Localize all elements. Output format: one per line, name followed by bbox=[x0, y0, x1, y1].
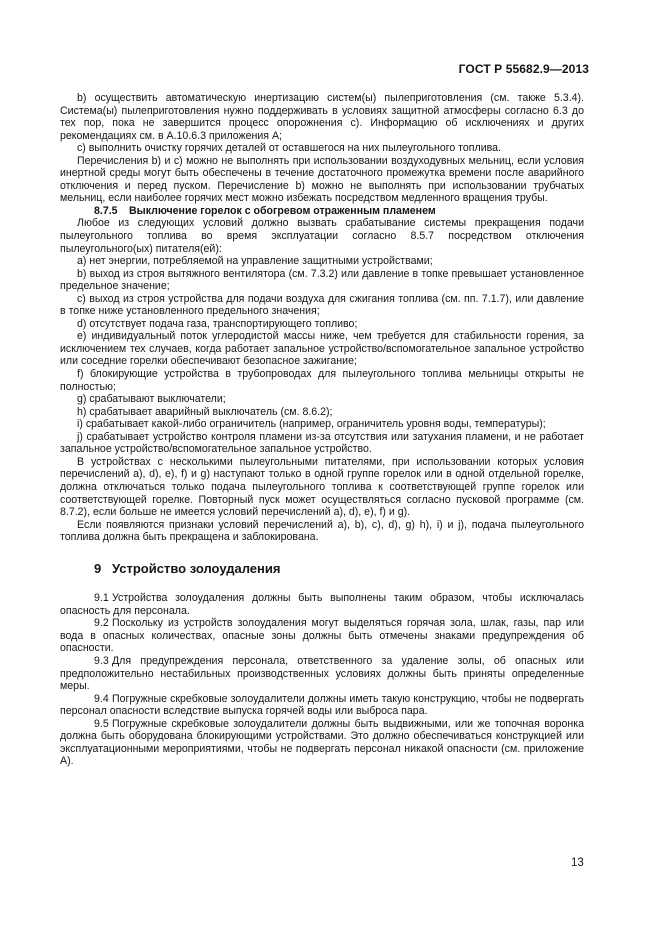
section-heading bbox=[60, 560, 584, 576]
clause-9-3 bbox=[60, 655, 584, 693]
document-header: ГОСТ Р 55682.9—2013 bbox=[458, 62, 589, 76]
list-item: b) выход из строя вытяжного вентилятора (см. 7.3.2) или давление в топке превышает установленное предельное значение; bbox=[60, 267, 584, 293]
subsection-number: 8.7.5 bbox=[94, 204, 118, 217]
subsection-title: Выключение горелок с обогревом отраженным пламенем bbox=[129, 204, 436, 217]
list-item: с) выход из строя устройства для подачи воздуха для сжигания топлива (см. пп. 7.1.7), или давление в топке ниже установленного предельного значения; bbox=[60, 292, 584, 318]
clause-number: 9.3 bbox=[94, 654, 109, 667]
list-item: а) нет энергии, потребляемой на управление защитными устройствами; bbox=[77, 255, 433, 268]
list-item: j) срабатывает устройство контроля пламени из-за отсутствия или затухания пламени, и не работает запальное устройство/вспомогательное запальное устройство. bbox=[60, 430, 584, 456]
section-title: Устройство золоудаления bbox=[112, 560, 281, 576]
paragraph: Если появляются признаки условий перечислений а), b), с), d), g) h), i) и j), подача пылеугольного топлива должна быть прекращена и заблокирована. bbox=[60, 518, 584, 544]
paragraph: Любое из следующих условий должно вызвать срабатывание системы прекращения подачи пылеугольного топлива во время эксплуатации согласно 8.5.7 посредством отключения пылеугольного(ых) питателя(ей): bbox=[60, 217, 584, 255]
list-item: f) блокирующие устройства в трубопроводах для пылеугольного топлива мельницы открыты не полностью; bbox=[60, 368, 584, 393]
paragraph: с) выполнить очистку горячих деталей от оставшегося на них пылеугольного топлива. bbox=[77, 142, 501, 155]
list-item: i) срабатывает какой-либо ограничитель (например, ограничитель уровня воды, температуры); bbox=[77, 418, 546, 431]
clause-text: Для предупреждения персонала, ответственного за удаление золы, об опасных или предположительно нестабильных производственных условиях должны быть приняты определенные меры. bbox=[60, 654, 584, 693]
list-item: е) индивидуальный поток углеродистой массы ниже, чем требуется для стабильности горения, за исключением тех случаев, когда работает запальное устройство/вспомогательное запальное устройство или соседние горелки обеспечивают безопасное зажигание; bbox=[60, 330, 584, 368]
clause-text: Погружные скребковые золоудалители должны иметь такую конструкцию, чтобы не подвергать персонал опасности вследствие выпуска горячей воды или выброса пара. bbox=[60, 692, 584, 718]
list-item: g) срабатывают выключатели; bbox=[77, 393, 226, 406]
page-number: 13 bbox=[571, 857, 584, 869]
clause-text: Устройства золоудаления должны быть выполнены таким образом, чтобы исключалась опасность для персонала. bbox=[60, 592, 584, 617]
clause-number: 9.1 bbox=[94, 592, 109, 605]
paragraph: b) осуществить автоматическую инертизацию систем(ы) пылеприготовления (см. также 5.3.4). Система(ы) пылеприготовления нужно поддерживать в условиях защитной атмосферы согласно 6.3 до тех пор, пока не завершится процесс опорожнения с). Информацию об исключениях и других рекомендациях см. в А.10.6.3 приложения А; bbox=[60, 92, 584, 142]
clause-number: 9.2 bbox=[94, 617, 109, 630]
clause-text: Поскольку из устройств золоудаления могут выделяться горячая зола, шлак, газы, пар или вода в опасных количествах, опасные зоны должны быть отмечены знаками предупреждения об опасности. bbox=[60, 617, 584, 655]
list-item: h) срабатывает аварийный выключатель (см. 8.6.2); bbox=[77, 405, 333, 418]
paragraph: Перечисления b) и с) можно не выполнять при использовании воздуходувных мельниц, если условия инертной среды могут быть обеспечены в течение достаточного промежутка времени после аварийного отключения и перед пуском. Перечисление b) можно не выполнять при использовании трубчатых мельниц, если наиболее горячих мест можно избежать посредством медленного вращения трубы. bbox=[60, 154, 584, 205]
clause-9-4 bbox=[60, 693, 584, 718]
paragraph: В устройствах с несколькими пылеугольными питателями, при использовании которых условия перечислений а), d), е), f) и g) наступают только в одной группе горелок или в одной отдельной горелке, должна отключаться только подача пылеугольного топлива к соответствующей группе горелок или соответствующей горелке. Повторный пуск может осуществляться согласно пусковой программе (см. 8.7.2), если больше не имеется условий перечислений а), d), е), f) и g). bbox=[60, 455, 584, 519]
clause-number: 9.4 bbox=[94, 692, 109, 705]
section-number: 9 bbox=[94, 560, 102, 576]
clause-9-2 bbox=[60, 617, 584, 655]
clause-9-1 bbox=[60, 592, 584, 617]
subsection-heading bbox=[60, 205, 584, 218]
list-item: d) отсутствует подача газа, транспортирующего топливо; bbox=[77, 317, 358, 330]
document-body bbox=[60, 92, 584, 768]
clause-9-5 bbox=[60, 718, 584, 768]
clause-text: Погружные скребковые золоудалители должны быть выдвижными, или же топочная воронка должна быть оборудована блокирующими устройствами. Это должно обеспечиваться конструкцией или эксплуатационными мероприятиями, чтобы не подвергать персонал никакой опасности (см. приложение А). bbox=[60, 717, 584, 768]
clause-number: 9.5 bbox=[94, 717, 109, 730]
